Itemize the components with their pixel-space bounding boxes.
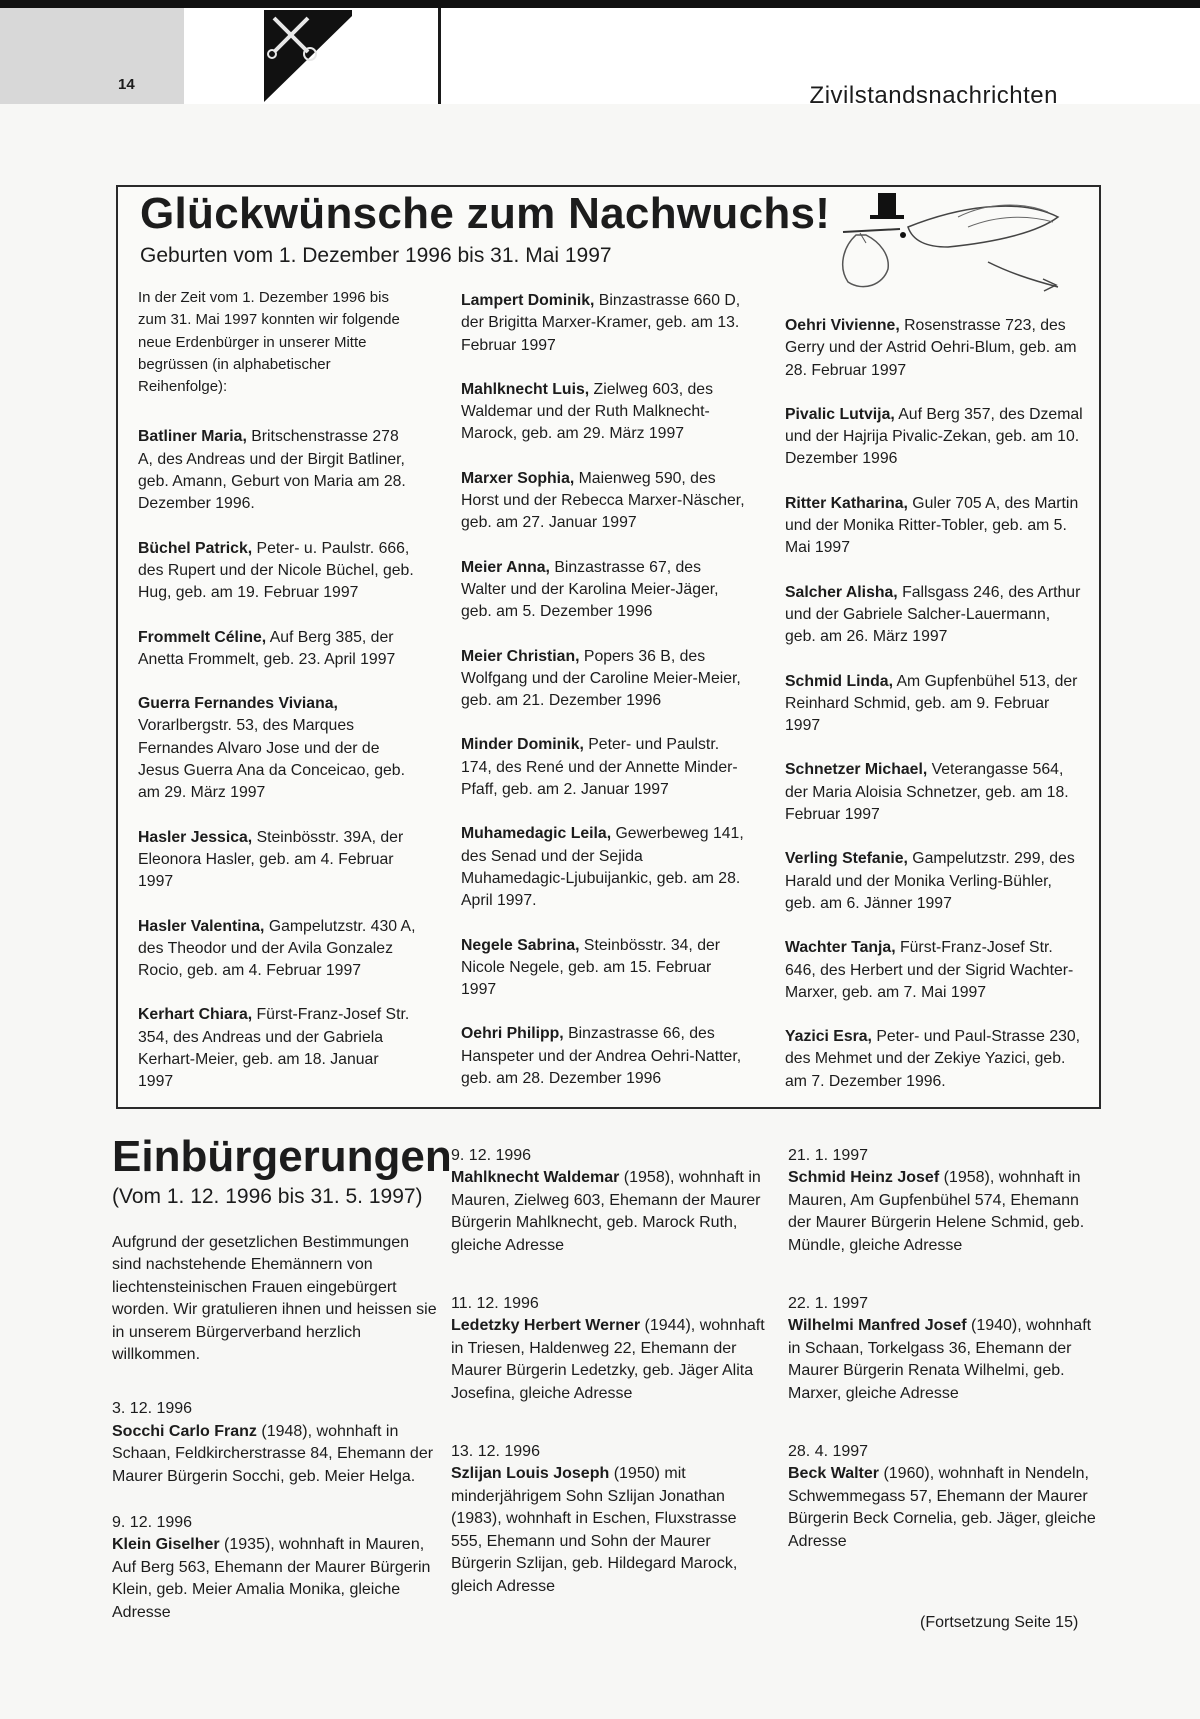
birth-entry: [461, 379, 748, 446]
header-tab-1: [0, 8, 91, 104]
naturalization-entry: [788, 1145, 1104, 1257]
naturalization-details: (1958), wohnhaft in Mauren, Am Gupfenbühel 574, Ehemann der Maurer Bürgerin Helene Schmid, geb. Mündle, gleiche Adresse: [788, 1169, 1085, 1254]
birth-entry: [461, 734, 748, 801]
birth-details: Peter- u. Paulstr. 666, des Rupert und der Nicole Büchel, geb. Hug, geb. am 19. Februar 1997: [138, 539, 414, 602]
birth-details: Gewerbeweg 141, des Senad und der Sejida Muhamedagic-Ljubuijankic, geb. am 28. April 1997.: [461, 825, 744, 910]
births-subtitle: Geburten vom 1. Dezember 1996 bis 31. Mai 1997: [140, 244, 612, 267]
births-intro: In der Zeit vom 1. Dezember 1996 bis zum 31. Mai 1997 konnten wir folgende neue Erdenbürger in unserer Mitte begrüssen (in alphabetischer Reihenfolge):: [138, 289, 400, 396]
birth-entry: [461, 646, 748, 713]
birth-name: Frommelt Céline,: [138, 628, 267, 646]
birth-entry: [461, 1023, 748, 1090]
naturalization-entry: [451, 1441, 767, 1598]
naturalization-date: 11. 12. 1996: [451, 1295, 539, 1313]
naturalization-entry: [788, 1293, 1104, 1405]
birth-details: Britschenstrasse 278 A, des Andreas und der Birgit Batliner, geb. Amann, Geburt von Maria am 28. Dezember 1996.: [138, 428, 406, 513]
birth-details: Fallsgass 246, des Arthur und der Gabriele Salcher-Lauermann, geb. am 26. März 1997: [785, 583, 1081, 646]
birth-entry: [461, 557, 748, 624]
naturalization-entry: [112, 1512, 437, 1624]
birth-details: Vorarlbergstr. 53, des Marques Fernandes Alvaro Jose und der de Jesus Guerra Ana da Conceicao, geb. am 29. März 1997: [138, 717, 405, 802]
naturalization-entry: [451, 1293, 767, 1405]
naturalizations-column-1: [112, 1232, 437, 1648]
naturalization-name: Schmid Heinz Josef: [788, 1169, 940, 1187]
naturalization-date: 9. 12. 1996: [451, 1147, 532, 1164]
birth-details: Gampelutzstr. 430 A, des Theodor und der Avila Gonzalez Rocio, geb. am 4. Februar 1997: [138, 917, 416, 980]
naturalization-entry: [112, 1398, 437, 1488]
birth-details: Maienweg 590, des Horst und der Rebecca Marxer-Näscher, geb. am 27. Januar 1997: [461, 469, 745, 532]
birth-name: Guerra Fernandes Viviana,: [138, 695, 338, 713]
naturalization-details: (1958), wohnhaft in Mauren, Zielweg 603, Ehemann der Maurer Bürgerin Mahlknecht, geb. Marock Ruth, gleiche Adresse: [451, 1169, 761, 1254]
naturalization-name: Ledetzky Herbert Werner: [451, 1317, 641, 1335]
birth-details: Popers 36 B, des Wolfgang und der Caroline Meier-Meier, geb. am 21. Dezember 1996: [461, 647, 741, 710]
birth-name: Batliner Maria,: [138, 428, 247, 446]
birth-name: Meier Anna,: [461, 558, 550, 576]
page-number: 14: [118, 76, 135, 93]
naturalization-name: Szlijan Louis Joseph: [451, 1465, 610, 1483]
birth-name: Hasler Jessica,: [138, 828, 253, 846]
birth-name: Wachter Tanja,: [785, 939, 896, 957]
birth-details: Steinbösstr. 39A, der Eleonora Hasler, geb. am 4. Februar 1997: [138, 828, 404, 891]
naturalization-date: 13. 12. 1996: [451, 1443, 540, 1461]
birth-details: Steinbösstr. 34, der Nicole Negele, geb. am 15. Februar 1997: [461, 936, 721, 999]
births-column-1: [138, 287, 416, 1116]
birth-details: Am Gupfenbühel 513, der Reinhard Schmid, geb. am 9. Februar 1997: [785, 672, 1078, 735]
birth-entry: [138, 538, 416, 605]
birth-details: Peter- und Paul-Strasse 230, des Mehmet und der Zekiye Yazici, geb. am 7. Dezember 1996.: [785, 1028, 1081, 1090]
naturalizations-title: Einbürgerungen: [112, 1132, 452, 1181]
birth-entry: [785, 848, 1085, 915]
birth-name: Hasler Valentina,: [138, 917, 265, 935]
birth-details: Peter- und Paulstr. 174, des René und der Annette Minder-Pfaff, geb. am 2. Januar 1997: [461, 736, 738, 799]
birth-name: Pivalic Lutvija,: [785, 405, 895, 423]
birth-name: Negele Sabrina,: [461, 936, 580, 954]
naturalizations-period: (Vom 1. 12. 1996 bis 31. 5. 1997): [112, 1185, 423, 1208]
birth-entry: [138, 426, 416, 515]
birth-entry: [138, 827, 416, 894]
header-tabs: [0, 8, 440, 104]
birth-details: Binzastrasse 66, des Hanspeter und der Andrea Oehri-Natter, geb. am 28. Dezember 1996: [461, 1025, 742, 1088]
births-column-2: [461, 290, 748, 1112]
birth-entry: [138, 916, 416, 983]
naturalizations-column-2: [451, 1145, 767, 1634]
birth-entry: [461, 290, 748, 357]
naturalization-details: (1940), wohnhaft in Schaan, Torkelgass 36, Ehemann der Maurer Bürgerin Renata Wilhelmi, geb. Marxer, gleiche Adresse: [788, 1317, 1092, 1402]
birth-entry: [785, 1026, 1085, 1093]
naturalization-date: 28. 4. 1997: [788, 1443, 869, 1461]
birth-name: Oehri Philipp,: [461, 1025, 564, 1043]
birth-details: Gampelutzstr. 299, des Harald und der Monika Verling-Bühler, geb. am 6. Jänner 1997: [785, 850, 1075, 912]
naturalization-date: 3. 12. 1996: [112, 1400, 193, 1418]
birth-name: Mahlknecht Luis,: [461, 380, 590, 398]
birth-name: Lampert Dominik,: [461, 292, 595, 309]
births-column-3: [785, 315, 1085, 1115]
municipality-emblem-icon: [264, 10, 352, 102]
birth-name: Ritter Katharina,: [785, 494, 908, 512]
birth-name: Schmid Linda,: [785, 672, 893, 690]
birth-entry: [785, 315, 1085, 382]
top-bar: [0, 0, 1200, 8]
birth-entry: [138, 693, 416, 804]
birth-name: Salcher Alisha,: [785, 583, 898, 601]
naturalization-name: Socchi Carlo Franz: [112, 1422, 257, 1440]
birth-details: Binzastrasse 660 D, der Brigitta Marxer-Kramer, geb. am 13. Februar 1997: [461, 292, 741, 354]
naturalizations-intro: Aufgrund der gesetzlichen Bestimmungen sind nachstehende Ehemännern von liechtensteinischen Frauen eingebürgert worden. Wir gratulieren ihnen und heissen sie in unserem Bürgerverband herzlich willkommen.: [112, 1234, 437, 1364]
naturalization-entry: [451, 1145, 767, 1257]
birth-name: Schnetzer Michael,: [785, 761, 928, 779]
stork-illustration-icon: [808, 187, 1088, 312]
birth-entry: [785, 759, 1085, 826]
birth-name: Oehri Vivienne,: [785, 317, 900, 334]
birth-details: Guler 705 A, des Martin und der Monika Ritter-Tobler, geb. am 5. Mai 1997: [785, 494, 1079, 557]
birth-name: Büchel Patrick,: [138, 539, 253, 557]
naturalization-details: (1935), wohnhaft in Mauren, Auf Berg 563, Ehemann der Maurer Bürgerin Klein, geb. Meier Amalia Monika, gleiche Adresse: [112, 1536, 431, 1621]
birth-details: Fürst-Franz-Josef Str. 646, des Herbert und der Sigrid Wachter-Marxer, geb. am 7. Mai 1997: [785, 939, 1074, 1001]
birth-name: Verling Stefanie,: [785, 850, 908, 868]
birth-entry: [785, 582, 1085, 649]
birth-entry: [138, 627, 416, 672]
birth-entry: [461, 823, 748, 912]
birth-entry: [461, 935, 748, 1002]
naturalization-name: Klein Giselher: [112, 1536, 220, 1554]
naturalization-details: (1944), wohnhaft in Triesen, Haldenweg 22, Ehemann der Maurer Bürgerin Ledetzky, geb. Jäger Alita Josefina, gleiche Adresse: [451, 1317, 765, 1402]
birth-name: Yazici Esra,: [785, 1028, 872, 1046]
birth-name: Kerhart Chiara,: [138, 1006, 253, 1024]
birth-entry: [138, 1004, 416, 1093]
continuation-note: (Fortsetzung Seite 15): [920, 1614, 1079, 1631]
birth-details: Auf Berg 357, des Dzemal und der Hajrija Pivalic-Zekan, geb. am 10. Dezember 1996: [785, 405, 1083, 468]
naturalization-details: (1948), wohnhaft in Schaan, Feldkircherstrasse 84, Ehemann der Maurer Bürgerin Socchi, geb. Meier Helga.: [112, 1422, 434, 1485]
birth-entry: [785, 937, 1085, 1004]
birth-name: Minder Dominik,: [461, 736, 584, 754]
naturalization-date: 9. 12. 1996: [112, 1514, 193, 1532]
naturalization-entry: [788, 1441, 1104, 1553]
birth-name: Muhamedagic Leila,: [461, 825, 612, 843]
birth-entry: [785, 671, 1085, 738]
naturalization-name: Beck Walter: [788, 1465, 879, 1483]
naturalization-name: Wilhelmi Manfred Josef: [788, 1317, 967, 1335]
naturalization-details: (1960), wohnhaft in Nendeln, Schwemmegass 57, Ehemann der Maurer Bürgerin Beck Cornelia, geb. Jäger, gleiche Adresse: [788, 1465, 1096, 1550]
naturalizations-column-3: [788, 1145, 1104, 1589]
naturalization-name: Mahlknecht Waldemar: [451, 1169, 620, 1187]
birth-name: Marxer Sophia,: [461, 469, 575, 487]
header-tab-2: [88, 8, 187, 104]
birth-entry: [785, 493, 1085, 560]
naturalization-details: (1950) mit minderjährigem Sohn Szlijan Jonathan (1983), wohnhaft in Eschen, Fluxstrasse 555, Ehemann und Sohn der Maurer Bürgerin Szlijan, geb. Hildegard Marock, gleich Adresse: [451, 1465, 738, 1595]
birth-details: Rosenstrasse 723, des Gerry und der Astrid Oehri-Blum, geb. am 28. Februar 1997: [785, 317, 1077, 379]
birth-name: Meier Christian,: [461, 647, 580, 665]
birth-details: Binzastrasse 67, des Walter und der Karolina Meier-Jäger, geb. am 5. Dezember 1996: [461, 558, 719, 621]
birth-details: Auf Berg 385, der Anetta Frommelt, geb. 23. April 1997: [138, 628, 396, 668]
birth-details: Zielweg 603, des Waldemar und der Ruth Malknecht-Marock, geb. am 29. März 1997: [461, 380, 713, 443]
birth-details: Veterangasse 564, der Maria Aloisia Schnetzer, geb. am 18. Februar 1997: [785, 761, 1069, 824]
births-title: Glückwünsche zum Nachwuchs!: [140, 189, 831, 238]
section-title: Zivilstandsnachrichten: [809, 82, 1058, 109]
birth-entry: [461, 468, 748, 535]
birth-entry: [785, 404, 1085, 471]
naturalization-date: 22. 1. 1997: [788, 1295, 869, 1313]
births-box: [116, 185, 1101, 1109]
naturalization-date: 21. 1. 1997: [788, 1147, 869, 1164]
birth-details: Fürst-Franz-Josef Str. 354, des Andreas und der Gabriela Kerhart-Meier, geb. am 18. Januar 1997: [138, 1006, 410, 1091]
